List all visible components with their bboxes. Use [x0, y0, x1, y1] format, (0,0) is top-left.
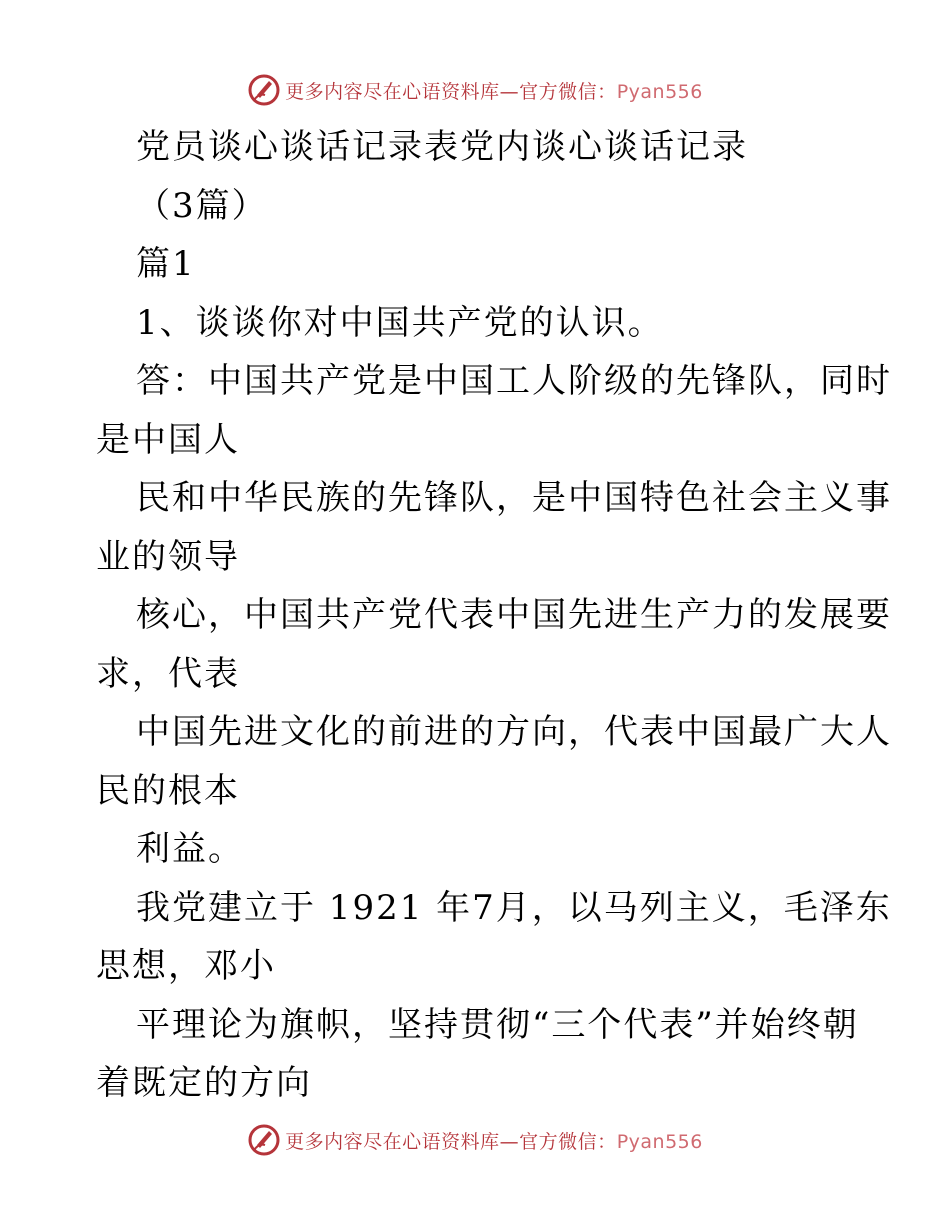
banner-text	[285, 77, 703, 104]
seal-logo-icon	[247, 1123, 281, 1157]
paragraph-line: 着既定的方向	[96, 1063, 312, 1103]
banner-dash: —	[499, 80, 520, 103]
header-banner	[0, 70, 950, 110]
paragraph-line: 业的领导	[96, 536, 240, 577]
paragraph-line: 核心，中国共产党代表中国先进生产力的发展要	[136, 595, 892, 635]
seal-logo-icon	[247, 73, 281, 107]
document-body	[96, 118, 892, 1113]
banner-wechat-label: 官方微信：	[519, 80, 617, 103]
banner-wechat-label: 官方微信：	[519, 1130, 617, 1153]
banner-text	[285, 1127, 703, 1154]
paragraph-line: 民和中华民族的先锋队，是中国特色社会主义事	[136, 478, 892, 518]
section-heading: 篇1	[136, 244, 196, 284]
paragraph-line: 我党建立于 1921 年7月，以马列主义，毛泽东	[136, 887, 892, 928]
question-text: 1、谈谈你对中国共产党的认识。	[136, 302, 664, 343]
paragraph-line: 答：中国共产党是中国工人阶级的先锋队，同时	[136, 361, 892, 401]
paragraph-line: 求，代表	[96, 653, 240, 694]
paragraph-line: 思想，邓小	[96, 946, 276, 986]
document-title-line-1: 党员谈心谈话记录表党内谈心谈话记录	[136, 127, 748, 167]
paragraph-line: 中国先进文化的前进的方向，代表中国最广大人	[136, 712, 892, 752]
banner-wechat-id: Pyan556	[616, 1130, 703, 1153]
banner-wechat-id: Pyan556	[616, 80, 703, 103]
paragraph-line: 是中国人	[96, 419, 240, 460]
paragraph-line: 利益。	[136, 829, 244, 869]
banner-main-text: 更多内容尽在心语资料库	[285, 80, 500, 103]
paragraph-line: 平理论为旗帜，坚持贯彻“三个代表”并始终朝	[136, 1004, 859, 1045]
paragraph-line: 民的根本	[96, 770, 240, 811]
banner-main-text: 更多内容尽在心语资料库	[285, 1130, 500, 1153]
banner-dash: —	[499, 1130, 520, 1153]
footer-banner	[0, 1120, 950, 1160]
document-title-line-2: （3篇）	[136, 185, 268, 226]
